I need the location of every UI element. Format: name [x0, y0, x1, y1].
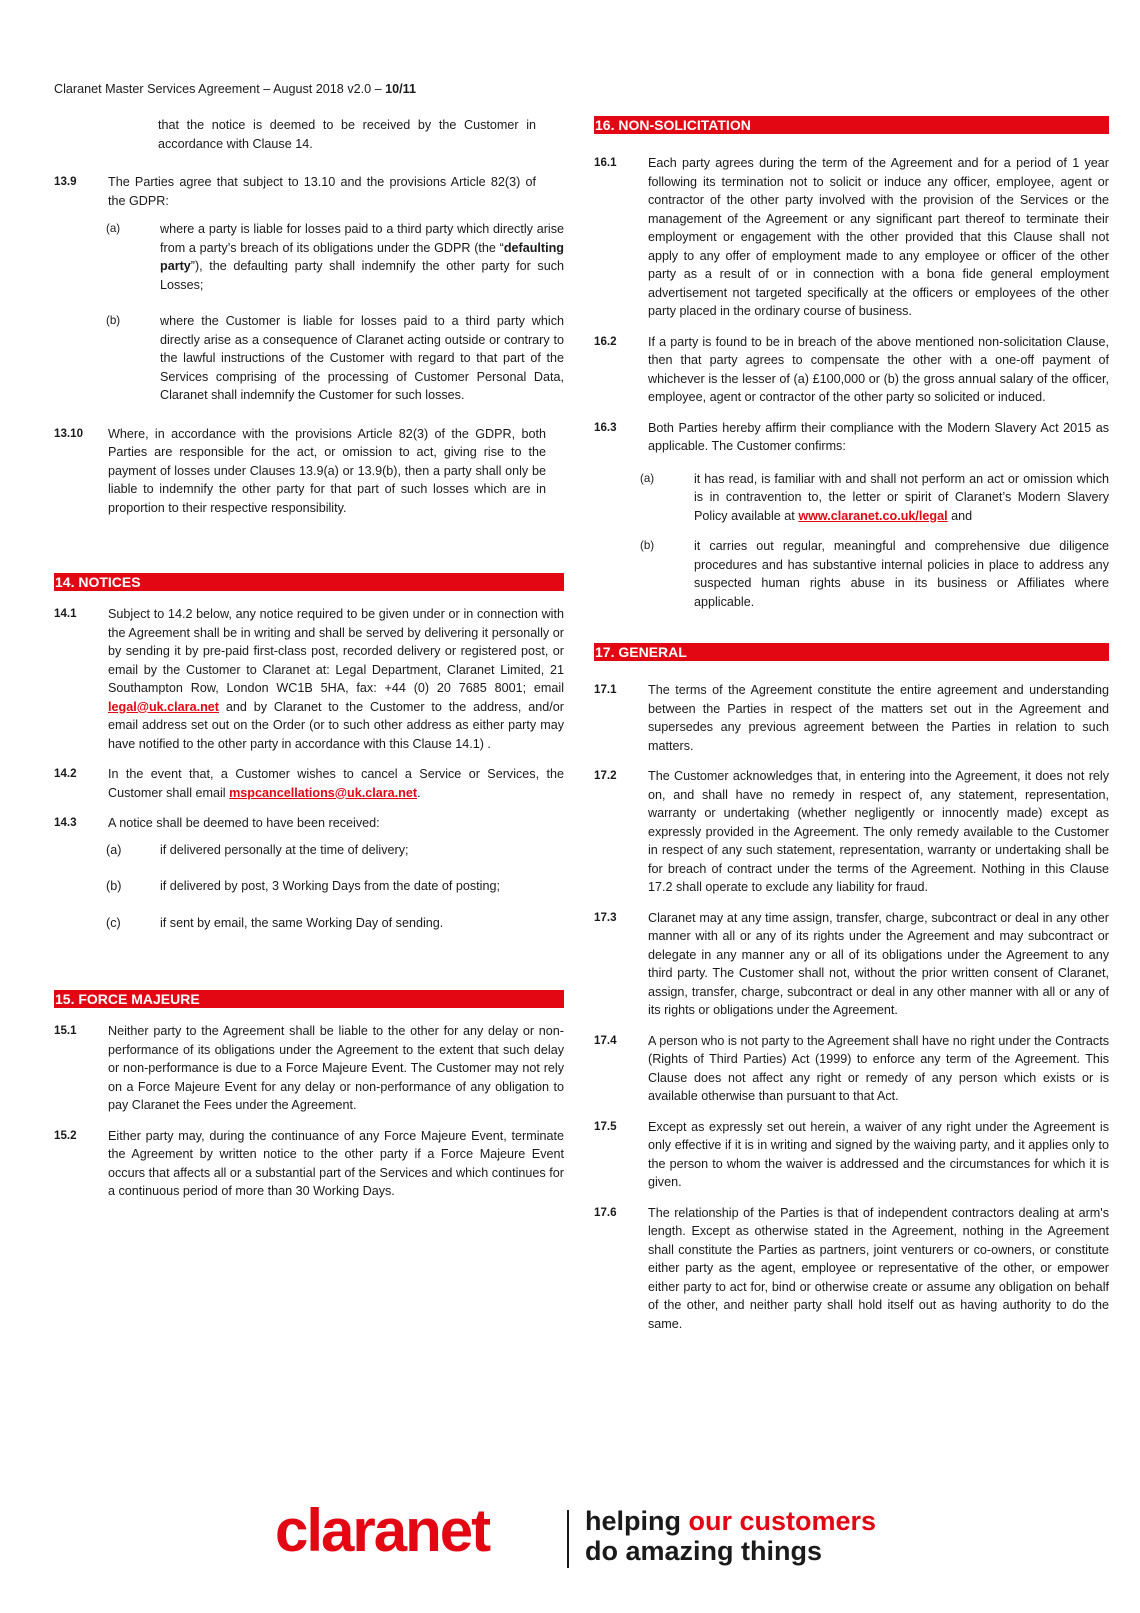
clause-14-3-c: (c) if sent by email, the same Working Day of sending.: [106, 915, 444, 930]
clause-14-2: 14.2 In the event that, a Customer wishes to cancel a Service or Services, the Customer shall email mspcancellations@uk.clara.net.: [54, 767, 564, 800]
page-footer: [275, 1497, 895, 1576]
section-heading-general: 17. GENERAL: [594, 643, 1109, 661]
modern-slavery-policy-link[interactable]: www.claranet.co.uk/legal: [798, 508, 948, 523]
clause-13-9-a: (a) where a party is liable for losses paid to a third party which directly arise from a party’s breach of its obligations under the GDPR (the “defaulting party”), the defaulting party shall indemnify the other party for such Losses;: [106, 222, 564, 292]
clause-continuation: that the notice is deemed to be received by the Customer in accordance with Clause 14.: [158, 118, 536, 151]
clause-14-3: 14.3 A notice shall be deemed to have been received:: [54, 816, 380, 830]
legal-email-link[interactable]: legal@uk.clara.net: [108, 699, 219, 714]
clause-16-3: 16.3 Both Parties hereby affirm their compliance with the Modern Slavery Act 2015 as applicable. The Customer confirms:: [594, 420, 1109, 453]
clause-14-3-a: (a) if delivered personally at the time of delivery;: [106, 842, 409, 857]
clause-13-9-b: (b) where the Customer is liable for losses paid to a third party which directly arise as a consequence of Claranet acting outside or contrary to the lawful instructions of the Customer with regard to that part of the Services comprising of the processing of Customer Personal Data, Claranet shall indemnify the Customer for such losses.: [106, 314, 564, 402]
clause-14-3-b: (b) if delivered by post, 3 Working Days from the date of posting;: [106, 879, 500, 893]
left-column: [54, 116, 564, 1201]
section-heading-force-majeure: 15. FORCE MAJEURE: [54, 990, 564, 1008]
clause-16-3-b: (b) it carries out regular, meaningful and comprehensive due diligence procedures and has substantive internal policies in place to address any suspected human rights abuse in its business or Affiliates where applicable.: [640, 539, 1109, 609]
footer-tagline: helping our customers do amazing things: [585, 1506, 877, 1566]
clause-15-1: 15.1 Neither party to the Agreement shall be liable to the other for any delay or non-performance of its obligations under the Agreement to the extent that such delay or non-performance is due to a Force Majeure Event. The Customer may not rely on a Force Majeure Event for any delay or non-performance of any obligation to pay Claranet the Fees under the Agreement.: [54, 1024, 564, 1112]
cancellations-email-link[interactable]: mspcancellations@uk.clara.net: [229, 785, 418, 800]
right-column: [594, 116, 1109, 1333]
clause-15-2: 15.2 Either party may, during the continuance of any Force Majeure Event, terminate the Agreement by written notice to the other party if a Force Majeure Event occurs that affects all or a substantial part of the Services and which continues for a continuous period of more than 30 Working Days.: [54, 1128, 564, 1198]
page-number: 10/11: [385, 82, 416, 96]
clause-16-1: 16.1 Each party agrees during the term of the Agreement and for a period of 1 year following its termination not to solicit or induce any officer, employee, agent or contractor of the other party involved with the provision of the Services or the management of the Agreement or any significant part thereof to terminate their employment or engagement with the other provided that this Clause shall not apply to any offer of employment made to any employee or officer of the other party as a result of or in connection with a bona fide general employment advertisement not targeted specifically at the officers or employees of the other party placed in the ordinary course of business.: [594, 156, 1109, 318]
document-title: Claranet Master Services Agreement – August 2018 v2.0 –: [54, 82, 386, 96]
clause-14-1: 14.1 Subject to 14.2 below, any notice required to be given under or in connection with the Agreement shall be in writing and shall be served by delivering it personally or by sending it by pre-paid first-class post, recorded delivery or registered post, or email by the Customer to Claranet at: Legal Department, Claranet Limited, 21 Southampton Row, London WC1B 5HA, fax: +44 (0) 20 7685 8001; email legal@uk.clara.net and by Claranet to the Customer to the address, and/or email address set out on the Order (or to such other address as either party may have notified to the other party in accordance with this Clause 14.1) .: [54, 607, 564, 751]
clause-17-5: 17.5 Except as expressly set out herein, a waiver of any right under the Agreement is only effective if it is in writing and signed by the waiving party, and it applies only to the person to whom the waiver is addressed and the circumstances for which it is given.: [594, 1119, 1109, 1189]
footer-divider: [567, 1510, 569, 1568]
clause-13-10: 13.10 Where, in accordance with the provisions Article 82(3) of the GDPR, both Parties are responsible for the act, or omission to act, giving rise to the payment of losses under Clauses 13.9(a) or 13.9(b), then a party shall only be liable to indemnify the other party for that part of such losses which are in proportion to their respective responsibility.: [54, 426, 546, 515]
clause-13-9: 13.9 The Parties agree that subject to 13.10 and the provisions Article 82(3) of the GDPR:: [54, 175, 536, 208]
clause-16-3-a: (a) it has read, is familiar with and shall not perform an act or omission which is in contravention to, the letter or spirit of Claranet’s Modern Slavery Policy available at www.claranet.co.uk/legal and: [640, 471, 1109, 523]
page-header: [54, 82, 416, 96]
clause-17-1: 17.1 The terms of the Agreement constitute the entire agreement and understanding between the Parties in respect of the matters set out in the Agreement and supersedes any previous agreement between the Parties in relation to such matters.: [594, 683, 1109, 753]
clause-16-2: 16.2 If a party is found to be in breach of the above mentioned non-solicitation Clause, then that party agrees to compensate the other with a one-off payment of whichever is the lesser of (a) £100,000 or (b) the gross annual salary of the officer, employee, agent or contractor of the other party so solicited or induced.: [594, 334, 1109, 404]
claranet-logo: claranet: [275, 1497, 490, 1564]
clause-17-6: 17.6 The relationship of the Parties is that of independent contractors dealing at arm's length. Except as otherwise stated in the Agreement, nothing in the Agreement shall constitute the Parties as partners, joint venturers or co-owners, or constitute either party as the agent, employee or representative of the other, or empower either party to act for, bind or otherwise create or assume any obligation on behalf of the other, and neither party shall hold itself out as having authority to do the same.: [594, 1205, 1109, 1331]
clause-17-2: 17.2 The Customer acknowledges that, in entering into the Agreement, it does not rely on, and shall have no remedy in respect of, any statement, representation, warranty or undertaking (whether negligently or innocently made) except as expressly provided in the Agreement. The only remedy available to the Customer in respect of any such statement, representation, warranty or undertaking shall be for breach of contract under the terms of the Agreement. Nothing in this Clause 17.2 shall operate to exclude any liability for fraud.: [594, 769, 1109, 894]
clause-17-3: 17.3 Claranet may at any time assign, transfer, charge, subcontract or deal in any other manner with all or any of its rights under the Agreement and may subcontract or delegate in any manner any or all of its obligations under the Agreement to any third party. The Customer shall not, without the prior written consent of Claranet, assign, transfer, charge, subcontract or deal in any other manner with all or any of its rights or obligations under the Agreement.: [594, 910, 1109, 1017]
section-heading-notices: 14. NOTICES: [54, 573, 564, 591]
section-heading-non-solicitation: 16. NON-SOLICITATION: [594, 116, 1109, 134]
clause-17-4: 17.4 A person who is not party to the Agreement shall have no right under the Contracts (Rights of Third Parties) Act (1999) to enforce any term of the Agreement. This Clause does not affect any right or remedy of any person which exists or is available otherwise than pursuant to that Act.: [594, 1033, 1109, 1103]
